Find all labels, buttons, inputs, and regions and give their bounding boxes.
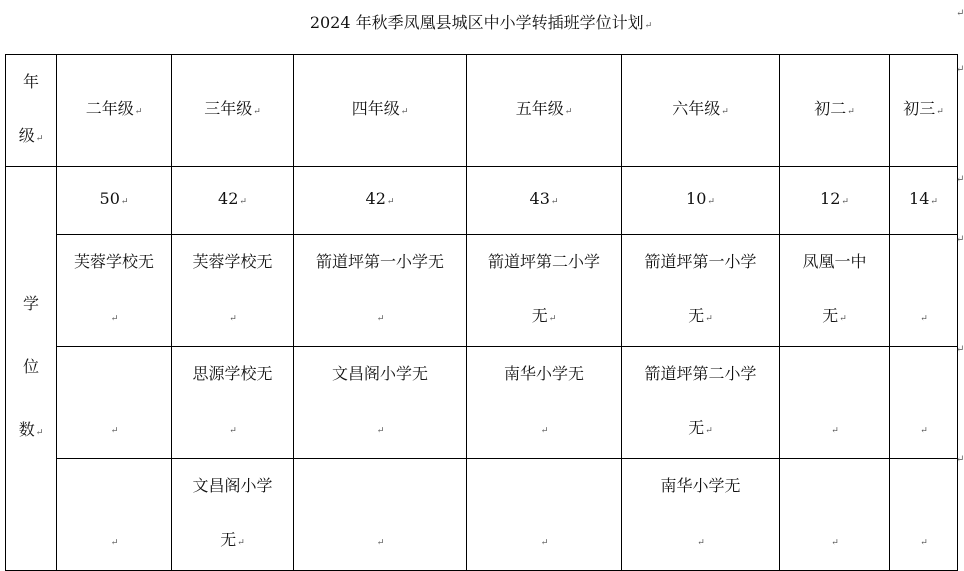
school-cell bbox=[622, 347, 780, 459]
count-value: 42 bbox=[218, 189, 239, 208]
end-of-row-mark: ↵ bbox=[956, 454, 964, 465]
count-value: 42 bbox=[365, 189, 386, 208]
school-cell bbox=[890, 347, 958, 459]
grade-header-cell bbox=[622, 55, 780, 167]
end-of-row-mark: ↵ bbox=[956, 8, 964, 19]
count-value: 10 bbox=[686, 189, 707, 208]
count-cell bbox=[294, 167, 467, 235]
school-cell bbox=[172, 347, 294, 459]
school-cell bbox=[57, 459, 172, 571]
paragraph-mark: ↵ bbox=[540, 426, 549, 436]
grade-label: 三年级 bbox=[204, 99, 253, 118]
grade-header-cell bbox=[57, 55, 172, 167]
school-line-1: 芙蓉学校无 bbox=[73, 252, 154, 271]
paragraph-mark: ↵ bbox=[920, 426, 928, 436]
school-cell bbox=[172, 459, 294, 571]
school-line-1: 芙蓉学校无 bbox=[192, 252, 273, 271]
school-cell bbox=[890, 459, 958, 571]
paragraph-mark: ↵ bbox=[550, 197, 559, 207]
row-header-char: 级 bbox=[18, 126, 35, 145]
count-cell bbox=[57, 167, 172, 235]
paragraph-mark: ↵ bbox=[697, 538, 705, 548]
paragraph-mark: ↵ bbox=[644, 21, 653, 31]
count-value: 14 bbox=[909, 189, 930, 208]
school-cell bbox=[622, 235, 780, 347]
school-line-2: 无 bbox=[531, 306, 548, 325]
paragraph-mark: ↵ bbox=[386, 197, 395, 207]
school-cell bbox=[780, 235, 890, 347]
school-cell bbox=[467, 459, 622, 571]
side-header-char: 学 bbox=[22, 294, 39, 313]
paragraph-mark: ↵ bbox=[134, 107, 143, 117]
school-cell bbox=[172, 235, 294, 347]
school-line-1: 箭道坪第二小学 bbox=[487, 252, 600, 271]
school-cell bbox=[780, 459, 890, 571]
school-line-1: 思源学校无 bbox=[192, 364, 273, 383]
paragraph-mark: ↵ bbox=[237, 538, 245, 548]
paragraph-mark: ↵ bbox=[705, 314, 713, 324]
school-line-1: 南华小学无 bbox=[503, 364, 584, 383]
end-of-row-mark: ↵ bbox=[956, 174, 964, 185]
school-cell bbox=[780, 347, 890, 459]
school-cell bbox=[57, 347, 172, 459]
grade-header-cell bbox=[172, 55, 294, 167]
school-row bbox=[6, 347, 958, 459]
grade-label: 六年级 bbox=[672, 99, 721, 118]
paragraph-mark: ↵ bbox=[229, 426, 237, 436]
school-row bbox=[6, 459, 958, 571]
paragraph-mark: ↵ bbox=[831, 426, 839, 436]
end-of-row-mark: ↵ bbox=[956, 234, 964, 245]
paragraph-mark: ↵ bbox=[120, 197, 129, 207]
grade-label: 二年级 bbox=[85, 99, 134, 118]
school-line-1: 凤凰一中 bbox=[802, 252, 867, 271]
paragraph-mark: ↵ bbox=[920, 538, 928, 548]
school-cell bbox=[622, 459, 780, 571]
paragraph-mark: ↵ bbox=[229, 314, 237, 324]
paragraph-mark: ↵ bbox=[841, 197, 849, 207]
grade-header-row bbox=[6, 55, 958, 167]
school-cell bbox=[890, 235, 958, 347]
school-line-2: 无 bbox=[220, 530, 237, 549]
school-line-1: 箭道坪第一小学无 bbox=[315, 252, 444, 271]
paragraph-mark: ↵ bbox=[936, 107, 944, 117]
paragraph-mark: ↵ bbox=[920, 314, 928, 324]
count-cell bbox=[172, 167, 294, 235]
count-cell bbox=[890, 167, 958, 235]
grade-label: 五年级 bbox=[515, 99, 564, 118]
title-text: 2024 年秋季凤凰县城区中小学转插班学位计划 bbox=[309, 13, 644, 32]
school-line-1: 箭道坪第一小学 bbox=[644, 252, 757, 271]
count-row bbox=[6, 167, 958, 235]
paragraph-mark: ↵ bbox=[707, 197, 715, 207]
school-cell bbox=[467, 235, 622, 347]
paragraph-mark: ↵ bbox=[376, 538, 385, 548]
school-line-1: 南华小学无 bbox=[660, 476, 741, 495]
count-value: 43 bbox=[529, 189, 550, 208]
paragraph-mark: ↵ bbox=[930, 197, 938, 207]
school-cell bbox=[294, 235, 467, 347]
paragraph-mark: ↵ bbox=[721, 107, 729, 117]
end-of-row-mark: ↵ bbox=[956, 344, 964, 355]
paragraph-mark: ↵ bbox=[376, 426, 385, 436]
paragraph-mark: ↵ bbox=[110, 538, 119, 548]
paragraph-mark: ↵ bbox=[239, 197, 247, 207]
school-line-1: 箭道坪第二小学 bbox=[644, 364, 757, 383]
school-cell bbox=[294, 347, 467, 459]
grade-header-cell bbox=[780, 55, 890, 167]
school-row bbox=[6, 235, 958, 347]
school-line-2: 无 bbox=[688, 418, 705, 437]
school-line-2: 无 bbox=[688, 306, 705, 325]
school-line-2: 无 bbox=[822, 306, 839, 325]
paragraph-mark: ↵ bbox=[564, 107, 573, 117]
paragraph-mark: ↵ bbox=[35, 428, 44, 438]
count-cell bbox=[467, 167, 622, 235]
paragraph-mark: ↵ bbox=[548, 314, 557, 324]
seat-count-side-header bbox=[6, 167, 57, 571]
paragraph-mark: ↵ bbox=[400, 107, 409, 117]
grade-header-cell bbox=[294, 55, 467, 167]
side-header-char: 位 bbox=[22, 357, 39, 376]
grade-header-cell bbox=[467, 55, 622, 167]
count-cell bbox=[622, 167, 780, 235]
paragraph-mark: ↵ bbox=[839, 314, 847, 324]
paragraph-mark: ↵ bbox=[376, 314, 385, 324]
count-value: 12 bbox=[820, 189, 841, 208]
grade-row-header bbox=[6, 55, 57, 167]
school-cell bbox=[467, 347, 622, 459]
paragraph-mark: ↵ bbox=[110, 426, 119, 436]
count-value: 50 bbox=[99, 189, 120, 208]
paragraph-mark: ↵ bbox=[705, 426, 713, 436]
school-cell bbox=[294, 459, 467, 571]
end-of-row-mark: ↵ bbox=[956, 64, 964, 75]
paragraph-mark: ↵ bbox=[831, 538, 839, 548]
grade-label: 四年级 bbox=[351, 99, 400, 118]
row-header-char: 年 bbox=[22, 72, 39, 91]
count-cell bbox=[780, 167, 890, 235]
paragraph-mark: ↵ bbox=[110, 314, 119, 324]
school-cell bbox=[57, 235, 172, 347]
grade-label: 初二 bbox=[814, 99, 847, 118]
paragraph-mark: ↵ bbox=[253, 107, 261, 117]
school-line-1: 文昌阁小学无 bbox=[331, 364, 428, 383]
quota-table bbox=[5, 54, 958, 571]
paragraph-mark: ↵ bbox=[847, 107, 855, 117]
document-title bbox=[0, 10, 962, 39]
side-header-char: 数 bbox=[18, 420, 35, 439]
grade-header-cell bbox=[890, 55, 958, 167]
paragraph-mark: ↵ bbox=[540, 538, 549, 548]
paragraph-mark: ↵ bbox=[35, 134, 44, 144]
school-line-1: 文昌阁小学 bbox=[192, 476, 273, 495]
grade-label: 初三 bbox=[903, 99, 936, 118]
